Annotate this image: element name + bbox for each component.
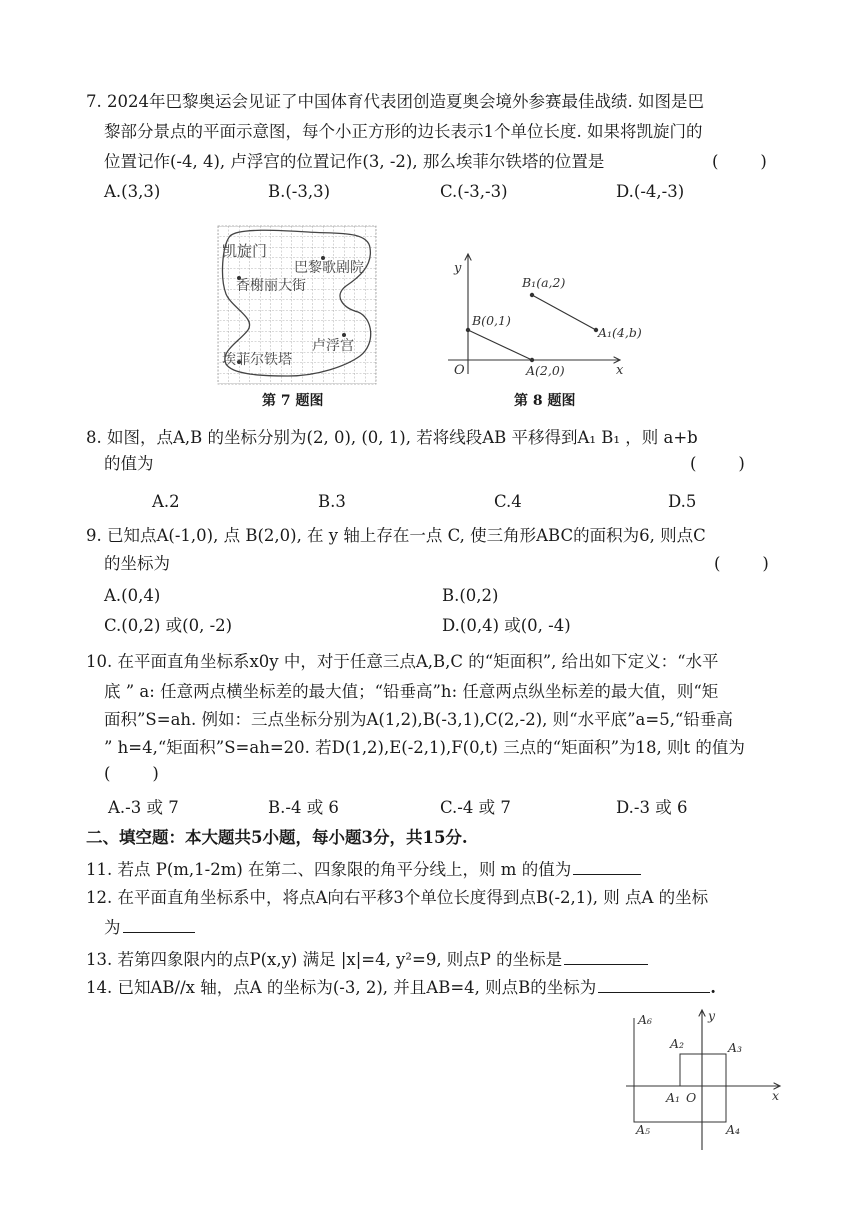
label-a4: A₄ [726, 1122, 741, 1137]
label-a6: A₆ [638, 1012, 653, 1027]
q15-figure-spiral [620, 1004, 790, 1154]
q7-option-b: B.(-3,3) [268, 182, 331, 201]
q8-option-d: D.5 [668, 492, 697, 511]
section-2-heading: 二、填空题：本大题共5小题，每小题3分，共15分. [86, 828, 468, 847]
q10-option-d: D.-3 或 6 [616, 798, 688, 817]
q9-option-c: C.(0,2) 或(0, -2) [104, 616, 233, 635]
point-b [466, 328, 470, 332]
q7-line-2: 黎部分景点的平面示意图，每个小正方形的边长表示1个单位长度. 如果将凯旋门的 [104, 122, 703, 141]
q13-answer-blank[interactable] [564, 946, 648, 965]
q8-line-2: 的值为 [104, 454, 154, 473]
q12-answer-blank[interactable] [123, 914, 195, 933]
q14-answer-blank[interactable] [598, 974, 710, 993]
q8-answer-paren: ( ) [690, 454, 745, 473]
q10-line-4: ” h=4,“矩面积”S=ah=20. 若D(1,2),E(-2,1),F(0,t) 三点的“矩面积”为18, 则t 的值为 [104, 738, 745, 757]
q10-option-c: C.-4 或 7 [440, 798, 511, 817]
q10-line-1: 10. 在平面直角坐标系x0y 中，对于任意三点A,B,C 的“矩面积”, 给出如下定义：“水平 [86, 652, 719, 671]
q10-option-b: B.-4 或 6 [268, 798, 339, 817]
label-a: A(2,0) [526, 363, 565, 378]
q9-line-1: 9. 已知点A(-1,0), 点 B(2,0), 在 y 轴上存在一点 C, 使三角形ABC的面积为6, 则点C [86, 526, 706, 545]
label-a1: A₁(4,b) [598, 325, 642, 340]
q8-figure-caption: 第 8 题图 [514, 393, 576, 409]
q7-figure-caption: 第 7 题图 [262, 393, 324, 409]
segment-a1b1 [532, 295, 596, 330]
q11-row [86, 856, 641, 882]
label-a2: A₂ [670, 1036, 685, 1051]
q8-option-a: A.2 [152, 492, 180, 511]
q7-figure-map [218, 226, 376, 384]
q7-line-3: 位置记作(-4, 4), 卢浮宫的位置记作(3, -2), 那么埃菲尔铁塔的位置是 [104, 152, 605, 171]
q12-line-2: 为 [104, 918, 121, 937]
q9-answer-paren: ( ) [714, 554, 769, 573]
q8-option-c: C.4 [494, 492, 522, 511]
q13-text: 13. 若第四象限内的点P(x,y) 满足 |x|=4, y²=9, 则点P 的坐标是 [86, 950, 563, 969]
q8-line-1: 8. 如图，点A,B 的坐标分别为(2, 0), (0, 1), 若将线段AB 平移得到A₁ B₁ ，则 a+b [86, 428, 698, 447]
label-eiffel: 埃菲尔铁塔 [222, 352, 292, 368]
label-a5: A₅ [636, 1122, 651, 1137]
q7-option-a: A.(3,3) [104, 182, 161, 201]
point-a [530, 358, 534, 362]
q9-option-d: D.(0,4) 或(0, -4) [442, 616, 571, 635]
q14-text: 14. 已知AB//x 轴，点A 的坐标为(-3, 2), 并且AB=4, 则点B的坐标为 [86, 978, 597, 997]
q9-option-b: B.(0,2) [442, 586, 499, 605]
point-b1 [530, 293, 534, 297]
q10-answer-paren: ( ) [104, 764, 159, 783]
y-axis-label: y [454, 261, 462, 276]
q12-line-1: 12. 在平面直角坐标系中，将点A向右平移3个单位长度得到点B(-2,1), 则 点A 的坐标 [86, 888, 709, 907]
label-b1: B₁(a,2) [522, 275, 566, 290]
q11-text: 11. 若点 P(m,1-2m) 在第二、四象限的角平分线上，则 m 的值为 [86, 860, 572, 879]
q13-row [86, 946, 648, 972]
label-y: y [708, 1008, 716, 1023]
label-arc: 凯旋门 [222, 242, 268, 260]
q14-end: . [710, 978, 717, 997]
q7-answer-paren: ( ) [712, 152, 767, 171]
q7-line-1: 7. 2024年巴黎奥运会见证了中国体育代表团创造夏奥会境外参赛最佳战绩. 如图是巴 [86, 92, 704, 111]
label-a3: A₃ [728, 1040, 743, 1055]
q8-figure-coordinate [440, 250, 642, 380]
q7-option-c: C.(-3,-3) [440, 182, 508, 201]
label-o: O [686, 1090, 697, 1105]
q15-spiral-path [634, 1018, 726, 1122]
x-axis-label: x [616, 363, 624, 378]
label-x: x [772, 1088, 780, 1103]
louvre-point [342, 333, 346, 337]
q8-option-b: B.3 [318, 492, 346, 511]
q11-answer-blank[interactable] [573, 856, 641, 875]
q9-line-2: 的坐标为 [104, 554, 170, 573]
label-louvre: 卢浮宫 [312, 338, 354, 354]
label-champs: 香榭丽大街 [236, 278, 306, 294]
q10-line-3: 面积”S=ah. 例如：三点坐标分别为A(1,2),B(-3,1),C(2,-2), 则“水平底”a=5,“铅垂高 [104, 710, 733, 729]
origin-label: O [454, 363, 465, 378]
segment-ab [468, 330, 532, 360]
q10-line-2: 底 ” a: 任意两点横坐标差的最大值；“铅垂高”h: 任意两点纵坐标差的最大值，则“矩 [104, 682, 719, 701]
q12-row-2 [104, 914, 195, 940]
q7-option-d: D.(-4,-3) [616, 182, 685, 201]
q9-option-a: A.(0,4) [104, 586, 161, 605]
label-a1: A₁ [666, 1090, 681, 1105]
label-b: B(0,1) [472, 313, 511, 328]
q14-row [86, 974, 716, 1000]
q10-option-a: A.-3 或 7 [108, 798, 179, 817]
label-opera: 巴黎歌剧院 [294, 260, 364, 276]
